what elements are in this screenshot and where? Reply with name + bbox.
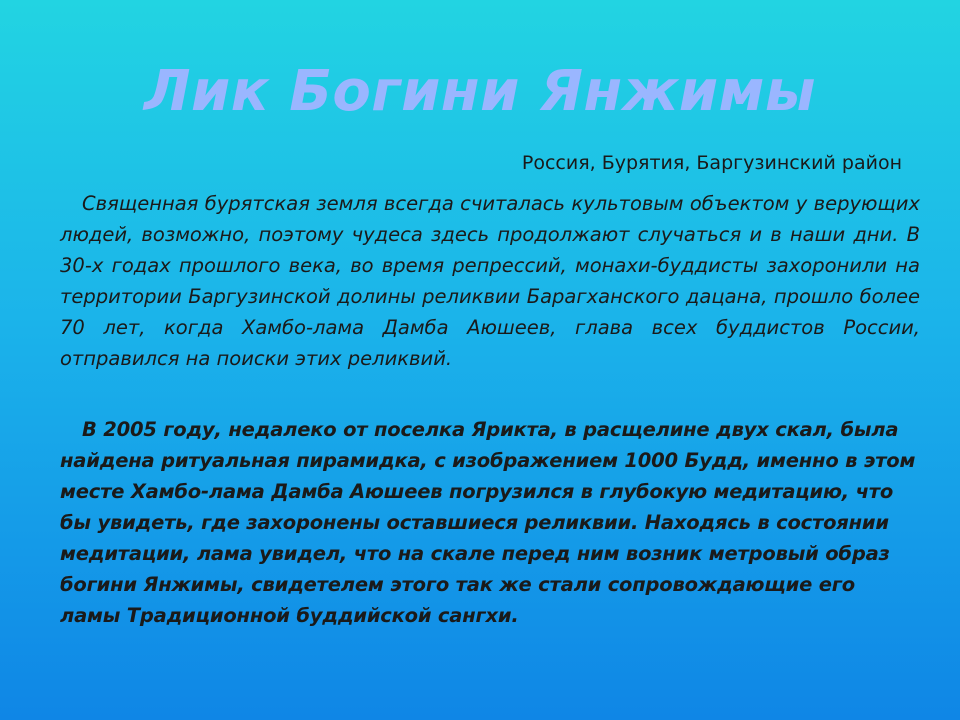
paragraph-discovery: В 2005 году, недалеко от поселка Ярикта, в расщелине двух скал, была найдена ритуальная пирамидка, с изображением 1000 Будд, именно в этом месте Хамбо-лама Дамба Аюшеев погрузился в глубокую медитацию, что бы увидеть, где захоронены оставшиеся реликвии. Находясь в состоянии медитации, лама увидел, что на скале перед ним возник метровый образ богини Янжимы, свидетелем этого так же стали сопровождающие его ламы Традиционной буддийской сангхи.	[60, 418, 916, 627]
slide-subtitle: Россия, Бурятия, Баргузинский район	[521, 152, 902, 174]
paragraph-intro: Священная бурятская земля всегда считалась культовым объектом у верующих людей, возможно, поэтому чудеса здесь продолжают случаться и в наши дни. В 30-х годах прошлого века, во время репрессий, монахи-буддисты захоронили на территории Баргузинской долины реликвии Барагханского дацана, прошло более 70 лет, когда Хамбо-лама Дамба Аюшеев, глава всех буддистов России, отправился на поиски этих реликвий.	[60, 192, 920, 370]
slide-title: Лик Богини Янжимы	[143, 59, 817, 124]
